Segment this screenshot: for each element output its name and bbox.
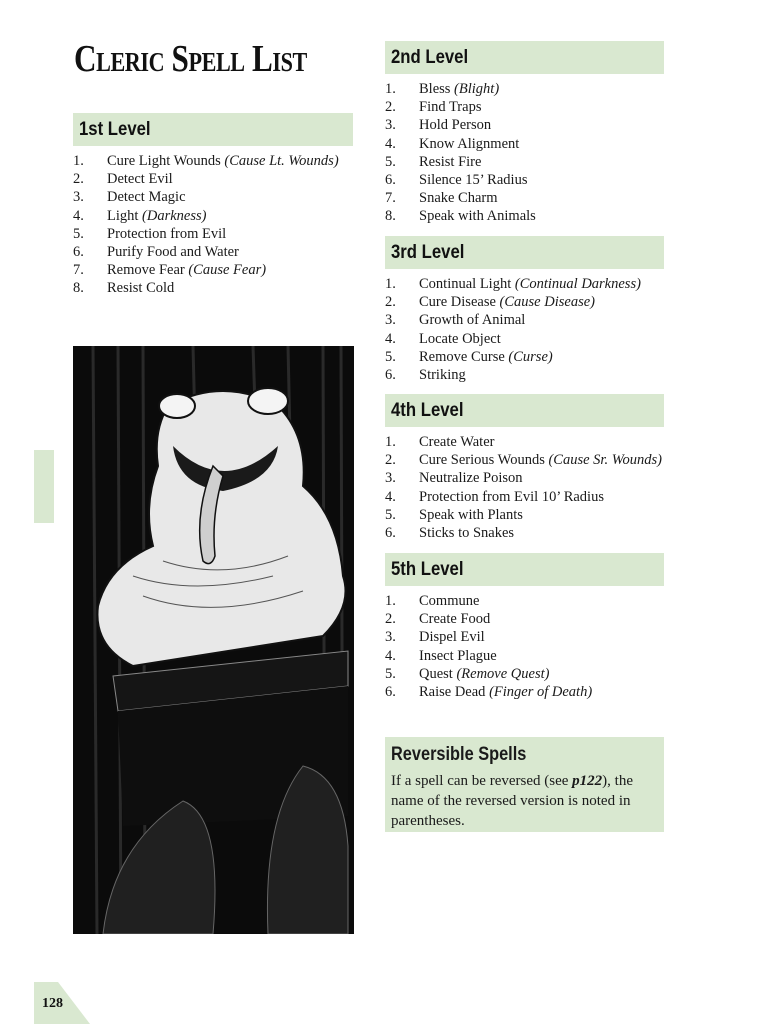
level-3-heading: 3rd Level xyxy=(385,236,664,269)
level-5-spell-list xyxy=(385,592,664,701)
level-1-section xyxy=(73,113,353,298)
list-item: 3. Detect Magic xyxy=(73,189,186,206)
level-2-heading: 2nd Level xyxy=(385,41,664,74)
list-item: 5. Remove Curse (Curse) xyxy=(385,348,553,365)
list-item: 1. Create Water xyxy=(385,434,495,450)
level-3-spell-list xyxy=(385,275,664,384)
list-item: 6. Raise Dead (Finger of Death) xyxy=(385,684,593,701)
list-item: 6. Purify Food and Water xyxy=(73,244,239,261)
list-item: 1. Bless (Blight) xyxy=(385,81,500,97)
list-item: 2. Find Traps xyxy=(385,99,482,116)
list-item: 7. Snake Charm xyxy=(385,190,498,207)
level-1-heading: 1st Level xyxy=(73,113,353,146)
list-item: 8. Resist Cold xyxy=(73,280,175,297)
level-4-heading: 4th Level xyxy=(385,394,664,427)
level-5-section xyxy=(385,553,664,701)
list-item: 2. Create Food xyxy=(385,611,491,628)
level-5-heading: 5th Level xyxy=(385,553,664,586)
list-item: 5. Speak with Plants xyxy=(385,506,523,523)
list-item: 3. Growth of Animal xyxy=(385,312,526,329)
sidebar-title: Reversible Spells xyxy=(391,744,527,765)
list-item: 4. Protection from Evil 10’ Radius xyxy=(385,488,604,505)
list-item: 1. Cure Light Wounds (Cause Lt. Wounds) xyxy=(73,153,339,169)
page-title: Cleric Spell List xyxy=(74,38,307,80)
list-item: 8. Speak with Animals xyxy=(385,208,536,225)
toad-illustration-icon xyxy=(73,346,354,934)
list-item: 1. Commune xyxy=(385,593,480,609)
chapter-tab xyxy=(34,450,54,523)
list-item: 4. Locate Object xyxy=(385,330,501,347)
list-item: 5. Protection from Evil xyxy=(73,225,227,242)
list-item: 6. Striking xyxy=(385,367,466,384)
level-4-section xyxy=(385,394,664,542)
list-item: 2. Cure Disease (Cause Disease) xyxy=(385,294,595,311)
level-2-section xyxy=(385,41,664,226)
level-3-section xyxy=(385,236,664,384)
level-2-spell-list xyxy=(385,80,664,226)
list-item: 7. Remove Fear (Cause Fear) xyxy=(73,262,267,279)
list-item: 4. Light (Darkness) xyxy=(73,207,207,224)
list-item: 6. Sticks to Snakes xyxy=(385,525,515,542)
list-item: 4. Know Alignment xyxy=(385,135,520,152)
list-item: 5. Quest (Remove Quest) xyxy=(385,665,550,682)
page-reference-link: p122 xyxy=(572,773,603,789)
page-number: 128 xyxy=(42,996,63,1011)
level-4-spell-list xyxy=(385,433,664,542)
reversible-spells-sidebar xyxy=(385,737,664,832)
list-item: 6. Silence 15’ Radius xyxy=(385,172,528,189)
list-item: 2. Cure Serious Wounds (Cause Sr. Wounds) xyxy=(385,452,662,469)
list-item: 5. Resist Fire xyxy=(385,153,482,170)
list-item: 4. Insect Plague xyxy=(385,647,497,664)
list-item: 3. Hold Person xyxy=(385,117,492,134)
list-item: 3. Dispel Evil xyxy=(385,629,485,646)
list-item: 2. Detect Evil xyxy=(73,171,173,188)
sidebar-text: If a spell can be reversed (see p122), the name of the reversed version is noted in parentheses. xyxy=(391,773,633,829)
list-item: 1. Continual Light (Continual Darkness) xyxy=(385,276,641,292)
list-item: 3. Neutralize Poison xyxy=(385,470,523,487)
level-1-spell-list xyxy=(73,152,353,298)
